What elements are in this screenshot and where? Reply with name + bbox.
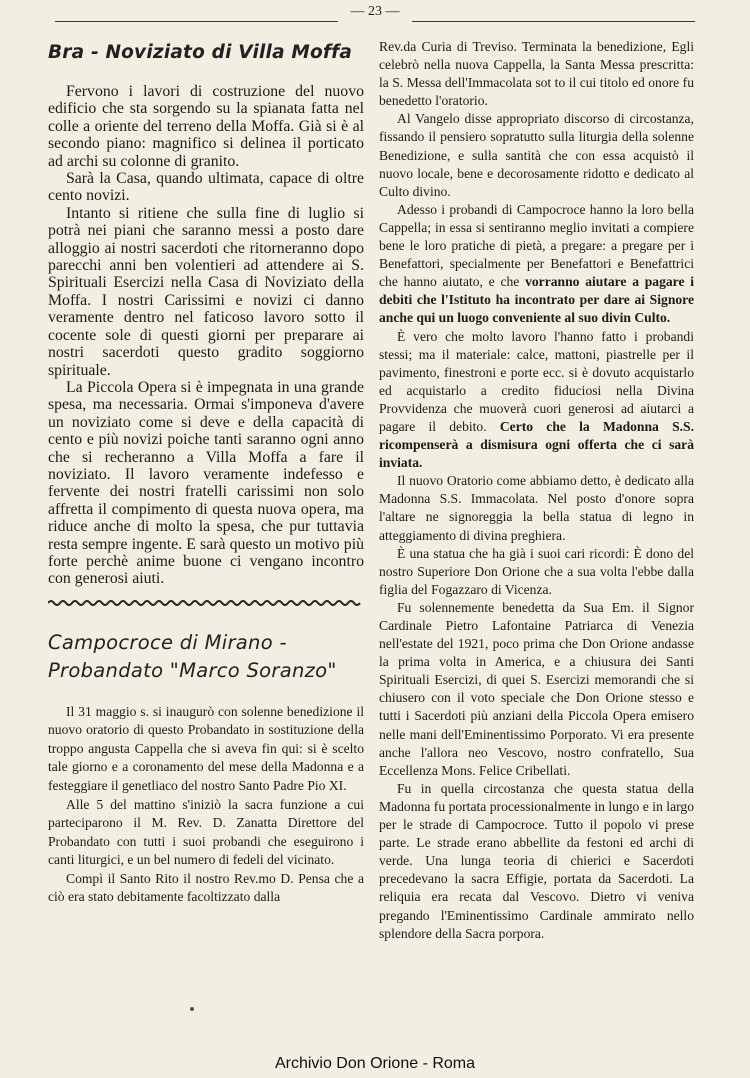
bold-appeal: vorranno aiutare a pagare i debiti che l'Istituto ha incontrato per dare ai Signore anche qui un luogo conveniente al suo divin Culto.	[379, 274, 695, 326]
paragraph: Sarà la Casa, quando ultimata, capace di oltre cento novizi.	[48, 170, 364, 205]
article-title-campocroce: Campocroce di Mirano - Probandato "Marco Soranzo"	[48, 630, 337, 682]
paragraph: Fu solennemente benedetta da Sua Em. il Signor Cardinale Pietro Lafontaine Patriarca di Venezia nell'estate del 1921, poco prima che Don Orione andasse la prima volta in America, e a chiusura dei Santi Spirituali Esercizi, di quei S. Esercizi memorandi che si chiusero con il voto speciale che Don Orione stesso e tutti i Sacerdoti più anziani della Piccola Opera emisero nelle mani dell'Eminentissimo Porporato. Vi era presente anche l'allora neo Vescovo, nostro confratello, Sua Eccellenza Mons. Felice Cribellati.	[379, 599, 694, 778]
paragraph	[379, 328, 694, 473]
paragraph: Al Vangelo disse appropriato discorso di circostanza, fissando il pensiero sopratutto sulla liturgia della solenne Benedizione, e sulla santità che con essa acquistò il nuovo locale, bene e decorosamente ridotto e dedicato al Culto divino.	[379, 111, 694, 199]
paragraph: Alle 5 del mattino s'iniziò la sacra funzione a cui parteciparono il M. Rev. D. Zanatta Direttore del Probandato con tutti i suoi probandi che eseguirono i canti liturgici, e un bel numero di fedeli del vicinato.	[48, 796, 364, 868]
paragraph-text: Adesso i probandi di Campocroce hanno la loro bella Cappella; in essa si sentiranno meglio invitati a compiere bene le loro pratiche di pietà, a pregare: a pregare per i Benefattori, specialmente per Benefattori e Benefattrici che hanno aiutato, e che	[379, 201, 694, 290]
paragraph: Fervono i lavori di costruzione del nuovo edificio che sta sorgendo su la spianata fatta nel colle a oriente del terreno della Moffa. Già si è al secondo piano: magnifico si delinea il porticato ad archi su colonne di granito.	[48, 83, 364, 170]
paragraph: Il nuovo Oratorio come abbiamo detto, è dedicato alla Madonna S.S. Immacolata. Nel posto d'onore sopra l'altare ne signoreggia la bella statua di legno in atteggiamento di divina preghiera.	[379, 473, 694, 543]
paragraph	[379, 201, 694, 328]
paragraph: Intanto si ritiene che sulla fine di luglio si potrà nei piani che saranno messi a posto dare alloggio ai nostri sacerdoti che ritorneranno dopo parecchi anni ben volentieri ad attendere ai S. Spirituali Esercizi nella Casa di Noviziato della Moffa. I nostri Carissimi e novizi ci danno veramente dentro nel faticoso lavoro sotto il cocente sole di questi giorni per preparare ai nostri sacerdoti questo gradito soggiorno spirituale.	[48, 204, 364, 379]
page-number: — 23 —	[350, 4, 400, 19]
paragraph-text: È vero che molto lavoro l'hanno fatto i probandi stessi; ma il materiale: calce, mattoni, piastrelle per il pavimento, finestroni e porte ecc. si è dovuto acquistarlo ed acquistarlo a credito fiduciosi nella Divina Provvidenza che muoverà cuori generosi ad aiutarci a pagare il debito.	[379, 328, 694, 434]
paragraph: La Piccola Opera si è impegnata in una grande spesa, ma necessaria. Ormai s'imponeva d'avere un noviziato come si deve e della capacità di cento e più novizi poiche tanti saranno ogni anno che si recheranno a Villa Moffa a fare il noviziato. Il lavoro veramente indefesso e fervente dei nostri fratelli carissimi non solo affretta il compimento di questa nuova opera, ma riduce anche di molto la spesa, che pur tuttavia resta sempre ingente. E sarà questo un motivo più forte perchè anime buone ci vengano incontro con generosi aiuti.	[48, 378, 364, 588]
paragraph: Compì il Santo Rito il nostro Rev.mo D. Pensa che a ciò era stato debitamente facoltizzato dalla	[48, 870, 364, 905]
decorative-wave-divider	[48, 598, 364, 608]
bold-appeal: Certo che la Madonna S.S. ricompenserà a dismisura ogni offerta che ci sarà inviata.	[379, 418, 694, 471]
article-title-bra: Bra - Noviziato di Villa Moffa	[48, 42, 353, 63]
right-column	[379, 38, 694, 943]
header-rule-right	[412, 21, 695, 22]
left-column	[48, 36, 364, 907]
paragraph: Fu in quella circostanza che questa statua della Madonna fu portata processionalmente in lungo e in largo per le strade di Campocroce. Tutto il popolo vi prese parte. Le strade erano abbellite da festoni ed archi di verde. Una lunga teoria di chierici e Sacerdoti precedevano la sacra Effigie, portata da Sacerdoti. La reliquia era recata dal Vescovo. Dietro vi veniva pregando l'Eminentissimo Cardinale ammirato nello splendore della Sacra porpora.	[379, 780, 694, 941]
paragraph: Rev.da Curia di Treviso. Terminata la benedizione, Egli celebrò nella nuova Cappella, la Santa Messa prescritta: la S. Messa dell'Immacolata sot to il cui titolo ed onore fu benedetto l'oratorio.	[379, 39, 694, 109]
paragraph: È una statua che ha già i suoi cari ricordi: È dono del nostro Superiore Don Orione che a sua volta l'ebbe dalla figlia del Fogazzaro di Vicenza.	[379, 545, 694, 597]
paragraph: Il 31 maggio s. si inaugurò con solenne benedizione il nuovo oratorio di questo Probandato in sostituzione della troppo angusta Cappella che si aveva fin qui: si è scelto tale giorno e a coronamento del mese della Madonna e a festeggiare il genetliaco del nostro Santo Padre Pio XI.	[48, 703, 364, 793]
archive-footer: Archivio Don Orione - Roma	[274, 1055, 476, 1072]
header-rule-left	[55, 21, 338, 22]
bullet-mark	[190, 1007, 194, 1011]
